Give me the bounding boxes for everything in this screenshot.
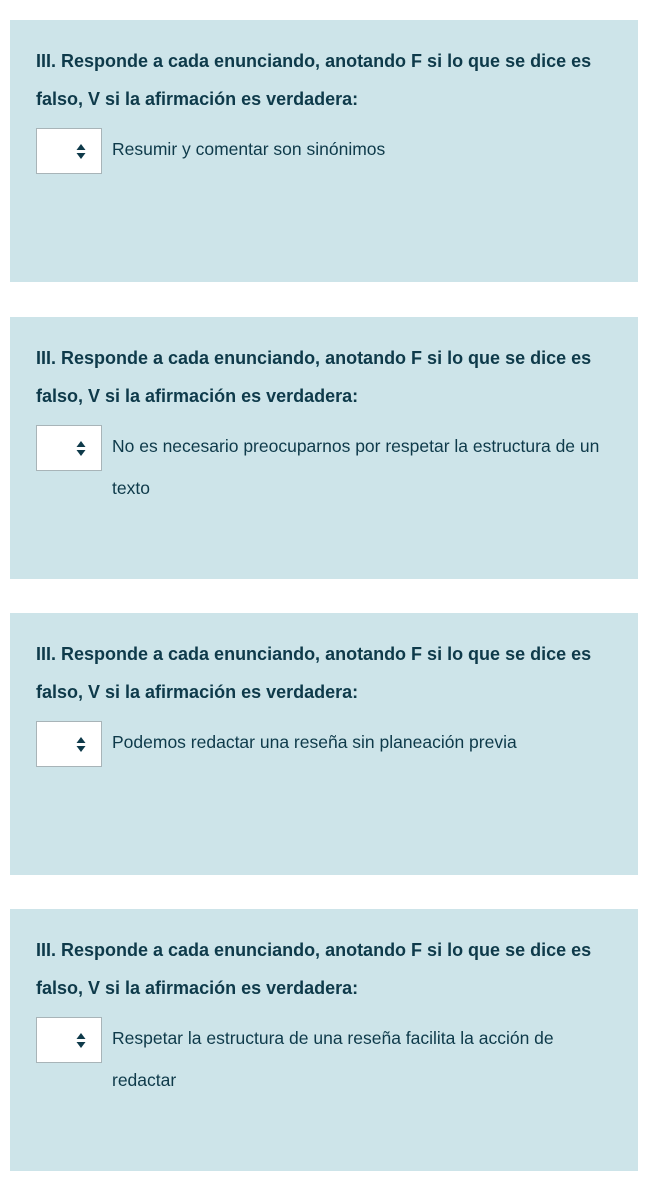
true-false-select[interactable] <box>36 128 102 174</box>
answer-row <box>36 1017 612 1101</box>
statement-text: Respetar la estructura de una reseña facilita la acción de redactar <box>112 1028 554 1090</box>
true-false-select[interactable] <box>36 721 102 767</box>
question-card <box>10 909 638 1171</box>
answer-row <box>36 425 612 509</box>
question-instruction: III. Responde a cada enunciando, anotando F si lo que se dice es falso, V si la afirmación es verdadera: <box>36 940 592 998</box>
up-down-arrows-icon <box>76 736 86 753</box>
question-instruction: III. Responde a cada enunciando, anotando F si lo que se dice es falso, V si la afirmación es verdadera: <box>36 51 592 109</box>
question-card <box>10 317 638 579</box>
up-down-arrows-icon <box>76 143 86 160</box>
true-false-select[interactable] <box>36 425 102 471</box>
answer-row <box>36 721 612 763</box>
question-card <box>10 20 638 282</box>
true-false-select[interactable] <box>36 1017 102 1063</box>
statement-text: No es necesario preocuparnos por respetar la estructura de un texto <box>112 436 600 498</box>
answer-row <box>36 128 612 170</box>
statement-text: Podemos redactar una reseña sin planeación previa <box>112 732 517 752</box>
up-down-arrows-icon <box>76 1032 86 1049</box>
question-card <box>10 613 638 875</box>
question-instruction: III. Responde a cada enunciando, anotando F si lo que se dice es falso, V si la afirmación es verdadera: <box>36 644 592 702</box>
up-down-arrows-icon <box>76 440 86 457</box>
question-instruction: III. Responde a cada enunciando, anotando F si lo que se dice es falso, V si la afirmación es verdadera: <box>36 348 592 406</box>
statement-text: Resumir y comentar son sinónimos <box>112 139 386 159</box>
